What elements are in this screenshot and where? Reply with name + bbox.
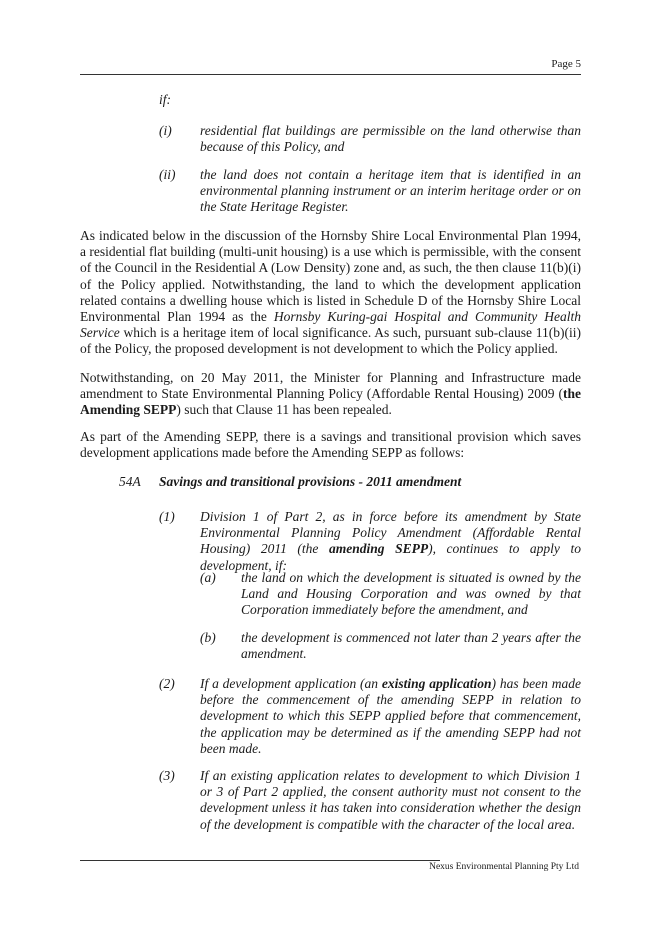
item-label-b: (b) bbox=[200, 630, 216, 645]
clause-number: 54A bbox=[119, 474, 141, 489]
item-label-a: (a) bbox=[200, 570, 216, 585]
subclause-label-2: (2) bbox=[159, 676, 175, 691]
item-text-a: the land on which the development is situated is owned by the Land and Housing Corporation and was owned by that Corporation immediately before the amendment, and bbox=[241, 570, 581, 618]
page-number: Page 5 bbox=[551, 58, 581, 70]
condition-label-i: (i) bbox=[159, 123, 172, 138]
condition-text-i: residential flat buildings are permissible on the land otherwise than because of this Policy, and bbox=[200, 123, 581, 155]
subclause-label-3: (3) bbox=[159, 768, 175, 783]
paragraph-heritage: As indicated below in the discussion of the Hornsby Shire Local Environmental Plan 1994, a residential flat building (multi-unit housing) is a use which is permissible, with the consent of the Council in the Residential A (Low Density) zone and, as such, the then clause 11(b)(i) of the Policy applied. Notwithstanding, the land to which the development application related contains a dwelling house which is listed in Schedule D of the Hornsby Shire Local Environmental Plan 1994 as the Hornsby Kuring-gai Hospital and Community Health Service which is a heritage item of local significance. As such, pursuant sub-clause 11(b)(ii) of the Policy, the proposed development is not development to which the Policy applied. bbox=[80, 228, 581, 357]
item-text-b: the development is commenced not later than 2 years after the amendment. bbox=[241, 630, 581, 662]
header-rule bbox=[80, 74, 581, 75]
condition-text-ii: the land does not contain a heritage item that is identified in an environmental planning instrument or an interim heritage order or on the State Heritage Register. bbox=[200, 167, 581, 215]
subclause-label-1: (1) bbox=[159, 509, 175, 524]
subclause-text-3: If an existing application relates to development to which Division 1 or 3 of Part 2 applied, the consent authority must not consent to the development unless it has taken into consideration whether the design of the development is compatible with the character of the local area. bbox=[200, 768, 581, 832]
subclause-text-1: Division 1 of Part 2, as in force before its amendment by State Environmental Planning Policy Amendment (Affordable Rental Housing) 2011 (the amending SEPP), continues to apply to development, if: bbox=[200, 509, 581, 573]
if-text: if: bbox=[159, 92, 171, 107]
paragraph-savings: As part of the Amending SEPP, there is a savings and transitional provision which saves development applications made before the Amending SEPP as follows: bbox=[80, 429, 581, 461]
existing-application-term: existing application bbox=[381, 676, 492, 691]
condition-label-ii: (ii) bbox=[159, 167, 176, 182]
heritage-item-name: Hornsby Kuring-gai Hospital and Community Health Service bbox=[80, 309, 581, 341]
footer-company: Nexus Environmental Planning Pty Ltd bbox=[429, 862, 579, 872]
footer-rule bbox=[80, 860, 440, 861]
clause-title: Savings and transitional provisions - 2011 amendment bbox=[159, 474, 462, 489]
subclause-text-2: If a development application (an existing application) has been made before the commencement of the amending SEPP in relation to development to which this SEPP applied before that commencement, the application may be determined as if the amending SEPP had not been made. bbox=[200, 676, 581, 756]
amending-sepp-term: the Amending SEPP bbox=[80, 386, 581, 418]
amending-sepp-defined: amending SEPP bbox=[328, 541, 429, 557]
paragraph-amendment: Notwithstanding, on 20 May 2011, the Minister for Planning and Infrastructure made amendment to State Environmental Planning Policy (Affordable Rental Housing) 2009 (the Amending SEPP) such that Clause 11 has been repealed. bbox=[80, 370, 581, 418]
